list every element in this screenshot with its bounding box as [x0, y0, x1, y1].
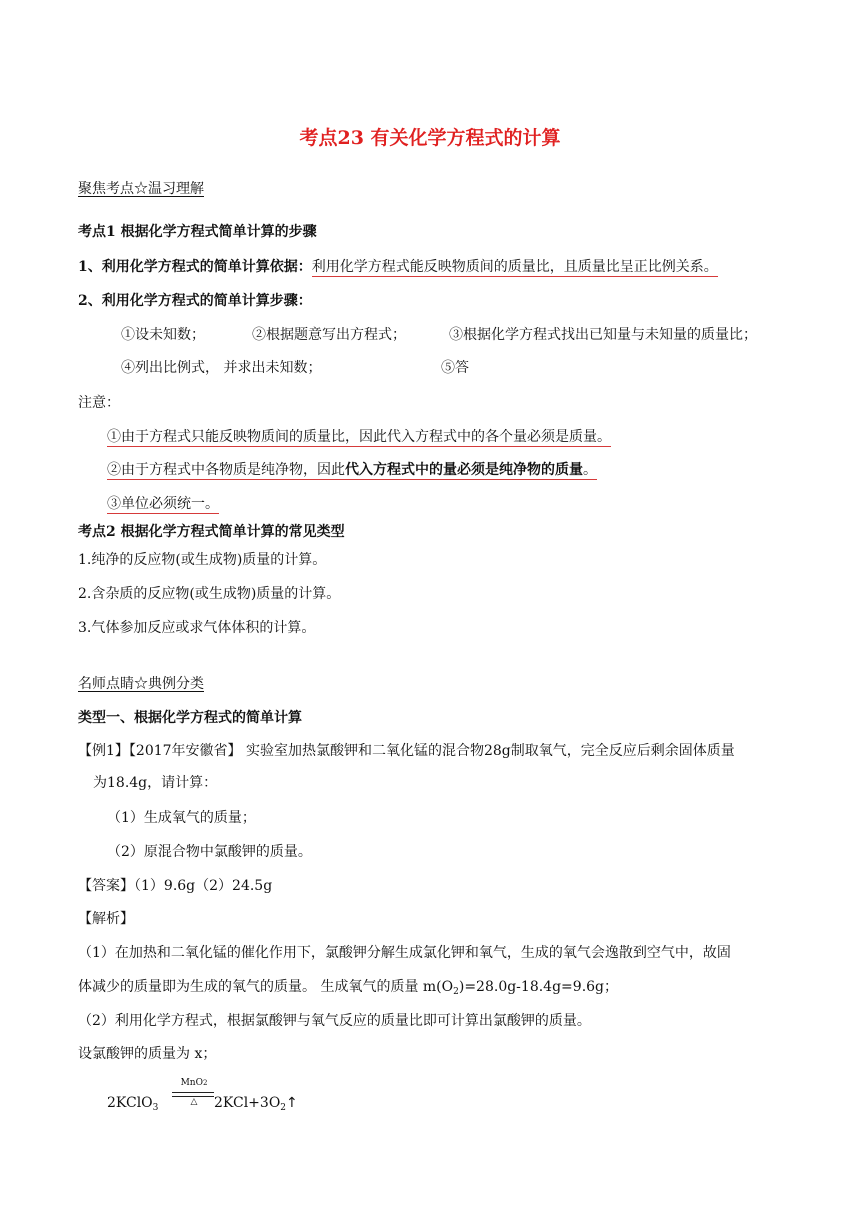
step-1: ①设未知数；	[121, 327, 205, 343]
item1-label: 1、利用化学方程式的简单计算依据：	[78, 259, 312, 275]
note-3-text: ③单位必须统一。	[107, 496, 219, 512]
kd1-title: 考点1 根据化学方程式简单计算的步骤	[78, 224, 317, 240]
equation-product	[214, 1093, 298, 1118]
note-2-text	[107, 462, 597, 480]
step-5: ⑤答	[441, 360, 469, 376]
analysis-line-1: （1）在加热和二氧化锰的催化作用下，氯酸钾分解生成氯化钾和氧气，生成的氧气会逸散到空气中，故固	[78, 945, 731, 961]
equation-catalyst-formula: MnO	[180, 1078, 203, 1088]
note-2	[107, 460, 597, 480]
page-title: 考点23 有关化学方程式的计算	[299, 127, 561, 149]
item1-text: 利用化学方程式能反映物质间的质量比，且质量比呈正比例关系。	[311, 259, 718, 275]
type1-title: 类型一、根据化学方程式的简单计算	[78, 710, 302, 726]
kd2-title: 考点2 根据化学方程式简单计算的常见类型	[78, 524, 345, 540]
example-line-2: 为18.4g，请计算：	[93, 775, 218, 791]
question-1: （1）生成氧气的质量；	[107, 810, 256, 826]
equation-condition: △	[190, 1097, 198, 1107]
equation-product-formula: 2KCl+3O	[214, 1095, 281, 1111]
analysis-line-2-b: )=28.0g-18.4g=9.6g；	[458, 979, 619, 995]
type-2: 2.含杂质的反应物(或生成物)质量的计算。	[78, 586, 341, 602]
equation-catalyst	[175, 1078, 213, 1089]
type-1: 1.纯净的反应物(或生成物)质量的计算。	[78, 552, 327, 568]
example-line-1: 【例1】【2017年安徽省】 实验室加热氯酸钾和二氧化锰的混合物28g制取氧气，完全反应后剩余固体质量	[78, 743, 735, 759]
note-2-b: 代入方程式中的量必须是纯净物的质量	[345, 462, 583, 478]
equation-reactant-sub: 3	[152, 1103, 159, 1113]
note-1	[107, 427, 611, 447]
answer: 【答案】（1）9.6g（2）24.5g	[78, 878, 273, 894]
section-heading-focus: 聚焦考点☆温习理解	[78, 181, 204, 197]
note-1-text: ①由于方程式只能反映物质间的质量比，因此代入方程式中的各个量必须是质量。	[107, 429, 611, 445]
note-label: 注意：	[78, 395, 120, 411]
analysis-line-3: （2）利用化学方程式，根据氯酸钾与氧气反应的质量比即可计算出氯酸钾的质量。	[78, 1013, 591, 1029]
analysis-line-2	[78, 977, 618, 1002]
step-2: ②根据题意写出方程式；	[252, 327, 406, 343]
analysis-line-2-sub: 2	[453, 987, 459, 997]
step-4: ④列出比例式， 并求出未知数；	[121, 360, 322, 376]
section-heading-examples: 名师点睛☆典例分类	[78, 676, 204, 692]
item2-label: 2、利用化学方程式的简单计算步骤：	[78, 293, 312, 309]
analysis-line-4: 设氯酸钾的质量为 x；	[78, 1046, 217, 1062]
analysis-line-2-a: 体减少的质量即为生成的氧气的质量。 生成氧气的质量 m(O	[78, 979, 454, 995]
equation-catalyst-sub: 2	[202, 1079, 208, 1087]
analysis-label: 【解析】	[78, 911, 134, 927]
equation-product-sub: 2	[280, 1103, 287, 1113]
equation-reactant	[107, 1093, 158, 1118]
note-2-a: ②由于方程式中各物质是纯净物，因此	[107, 462, 345, 478]
note-2-c: 。	[583, 462, 597, 478]
step-3: ③根据化学方程式找出已知量与未知量的质量比；	[449, 327, 757, 343]
question-2: （2）原混合物中氯酸钾的质量。	[107, 844, 312, 860]
note-3	[107, 494, 219, 514]
item1	[78, 257, 718, 277]
type-3: 3.气体参加反应或求气体体积的计算。	[78, 620, 316, 636]
equation-reactant-formula: 2KClO	[107, 1095, 153, 1111]
gas-arrow-icon: ↑	[286, 1095, 298, 1111]
